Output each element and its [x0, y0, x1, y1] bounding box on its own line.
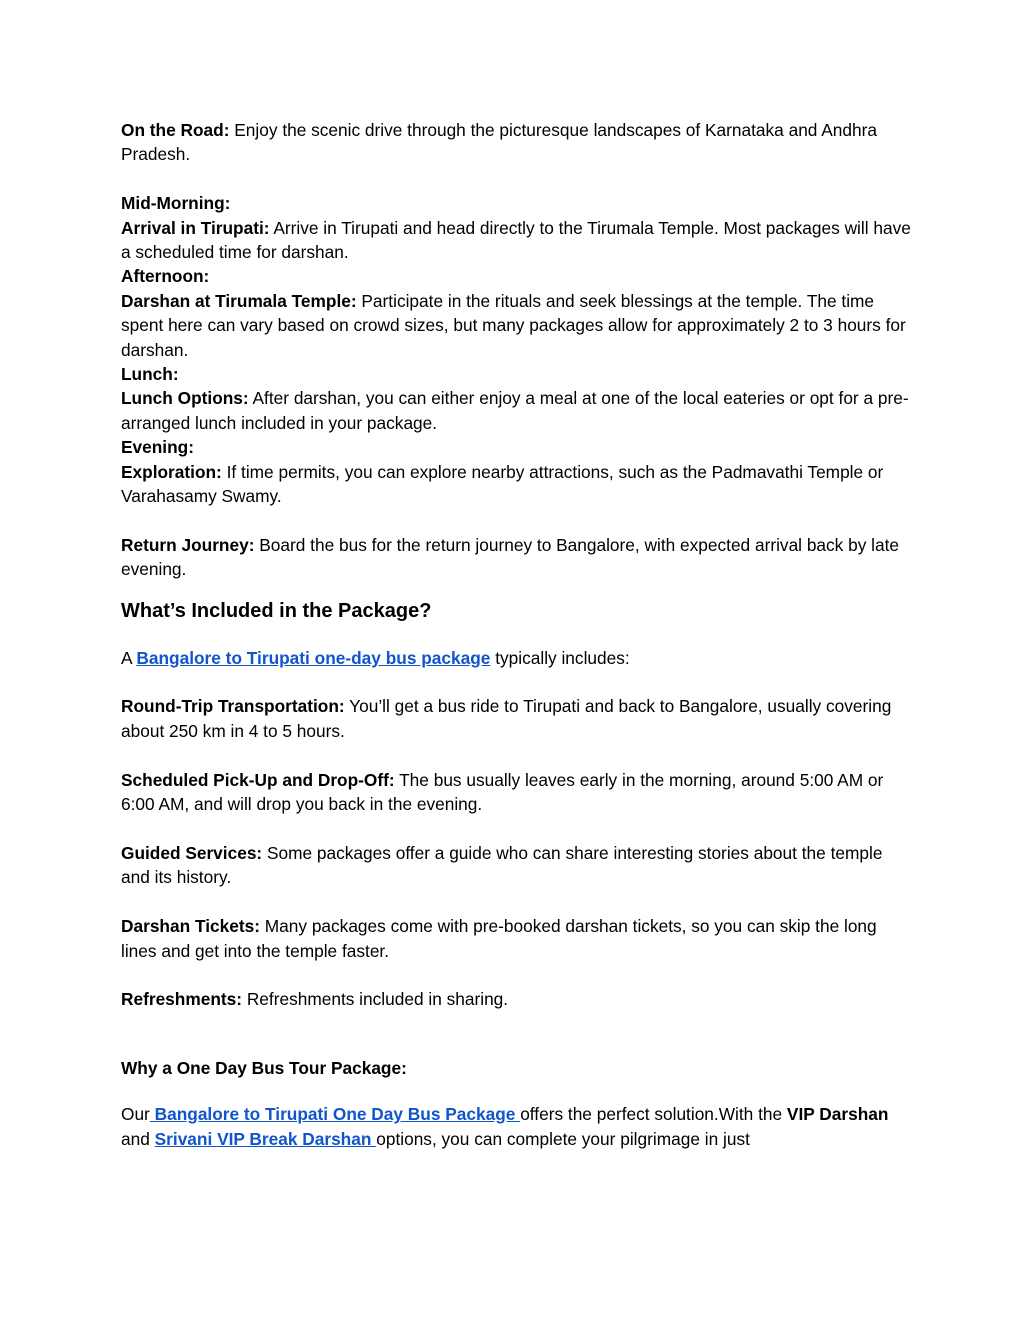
- why-paragraph: [121, 1102, 911, 1151]
- document-page: [121, 118, 911, 1151]
- evening-heading-text: Evening:: [121, 437, 194, 458]
- pickup-dropoff-paragraph: [121, 768, 911, 817]
- lunch-heading-text: Lunch:: [121, 364, 179, 385]
- mid-morning-heading: [121, 191, 911, 215]
- round-trip-paragraph: [121, 694, 911, 743]
- pickup-dropoff-text: The bus usually leaves early in the morning, around 5:00 AM or 6:00 AM, and will drop you back in the evening.: [121, 769, 884, 815]
- evening-heading: [121, 435, 911, 459]
- guided-services-label: Guided Services:: [121, 842, 263, 863]
- spacer: [121, 817, 911, 841]
- on-the-road-label: On the Road:: [121, 120, 230, 140]
- exploration-paragraph: [121, 460, 911, 509]
- spacer: [121, 890, 911, 914]
- pickup-dropoff-label: Scheduled Pick-Up and Drop-Off:: [121, 769, 395, 790]
- afternoon-heading: [121, 264, 911, 288]
- darshan-tickets-text: Many packages come with pre-booked darshan tickets, so you can skip the long lines and get into the temple faster.: [121, 916, 877, 961]
- one-day-bus-package-link[interactable]: Bangalore to Tirupati One Day Bus Package: [149, 1104, 521, 1125]
- round-trip-text: You’ll get a bus ride to Tirupati and back to Bangalore, usually covering about 250 km in 4 to 5 hours.: [121, 696, 892, 741]
- mid-morning-heading-text: Mid-Morning:: [121, 193, 231, 214]
- lunch-label: Lunch Options:: [121, 388, 249, 409]
- lunch-text: After darshan, you can either enjoy a meal at one of the local eateries or opt for a pre-arranged lunch included in your package.: [121, 388, 909, 433]
- included-intro: [121, 646, 911, 670]
- exploration-label: Exploration:: [121, 461, 222, 482]
- arrival-text: Arrive in Tirupati and head directly to the Tirumala Temple. Most packages will have a scheduled time for darshan.: [121, 217, 911, 263]
- darshan-paragraph: [121, 289, 911, 362]
- spacer: [121, 1012, 911, 1056]
- lunch-paragraph: [121, 386, 911, 435]
- on-the-road-paragraph: [121, 118, 911, 167]
- afternoon-heading-text: Afternoon:: [121, 266, 210, 287]
- guided-services-paragraph: [121, 841, 911, 890]
- round-trip-label: Round-Trip Transportation:: [121, 696, 345, 717]
- why-heading: Why a One Day Bus Tour Package:: [121, 1057, 407, 1078]
- return-journey-label: Return Journey:: [121, 534, 255, 555]
- included-heading: What’s Included in the Package?: [121, 599, 432, 622]
- why-prefix: Our: [121, 1104, 150, 1125]
- darshan-tickets-paragraph: [121, 914, 911, 963]
- spacer: [121, 508, 911, 532]
- vip-darshan-bold: VIP Darshan: [786, 1104, 889, 1125]
- refreshments-label: Refreshments:: [121, 989, 243, 1010]
- refreshments-text: Refreshments included in sharing.: [242, 989, 509, 1010]
- why-suffix: options, you can complete your pilgrimage in just: [376, 1128, 750, 1149]
- guided-services-text: Some packages offer a guide who can share interesting stories about the temple and its history.: [121, 842, 883, 888]
- spacer: [121, 582, 911, 594]
- exploration-text: If time permits, you can explore nearby attractions, such as the Padmavathi Temple or Varahasamy Swamy.: [121, 461, 884, 507]
- why-and-text: and: [121, 1128, 155, 1149]
- refreshments-paragraph: [121, 987, 911, 1011]
- return-journey-text: Board the bus for the return journey to Bangalore, with expected arrival back by late evening.: [121, 534, 900, 580]
- return-journey-paragraph: [121, 533, 911, 582]
- included-intro-suffix: typically includes:: [490, 647, 630, 668]
- arrival-label: Arrival in Tirupati:: [121, 217, 270, 238]
- spacer: [121, 1080, 911, 1102]
- spacer: [121, 963, 911, 987]
- darshan-tickets-label: Darshan Tickets:: [121, 916, 260, 937]
- darshan-text: Participate in the rituals and seek blessings at the temple. The time spent here can vary based on crowd sizes, but many packages allow for approximately 2 to 3 hours for darshan.: [121, 290, 906, 360]
- spacer: [121, 743, 911, 767]
- spacer: [121, 670, 911, 694]
- spacer: [121, 626, 911, 646]
- bangalore-tirupati-package-link[interactable]: Bangalore to Tirupati one-day bus package: [136, 647, 491, 668]
- included-intro-prefix: A: [121, 647, 137, 668]
- why-mid-text: offers the perfect solution.With the: [520, 1104, 787, 1125]
- srivani-vip-break-darshan-link[interactable]: Srivani VIP Break Darshan: [154, 1128, 377, 1149]
- on-the-road-text: Enjoy the scenic drive through the picturesque landscapes of Karnataka and Andhra Pradesh.: [121, 120, 877, 165]
- lunch-heading: [121, 362, 911, 386]
- arrival-paragraph: [121, 216, 911, 265]
- spacer: [121, 167, 911, 191]
- darshan-label: Darshan at Tirumala Temple:: [121, 290, 357, 311]
